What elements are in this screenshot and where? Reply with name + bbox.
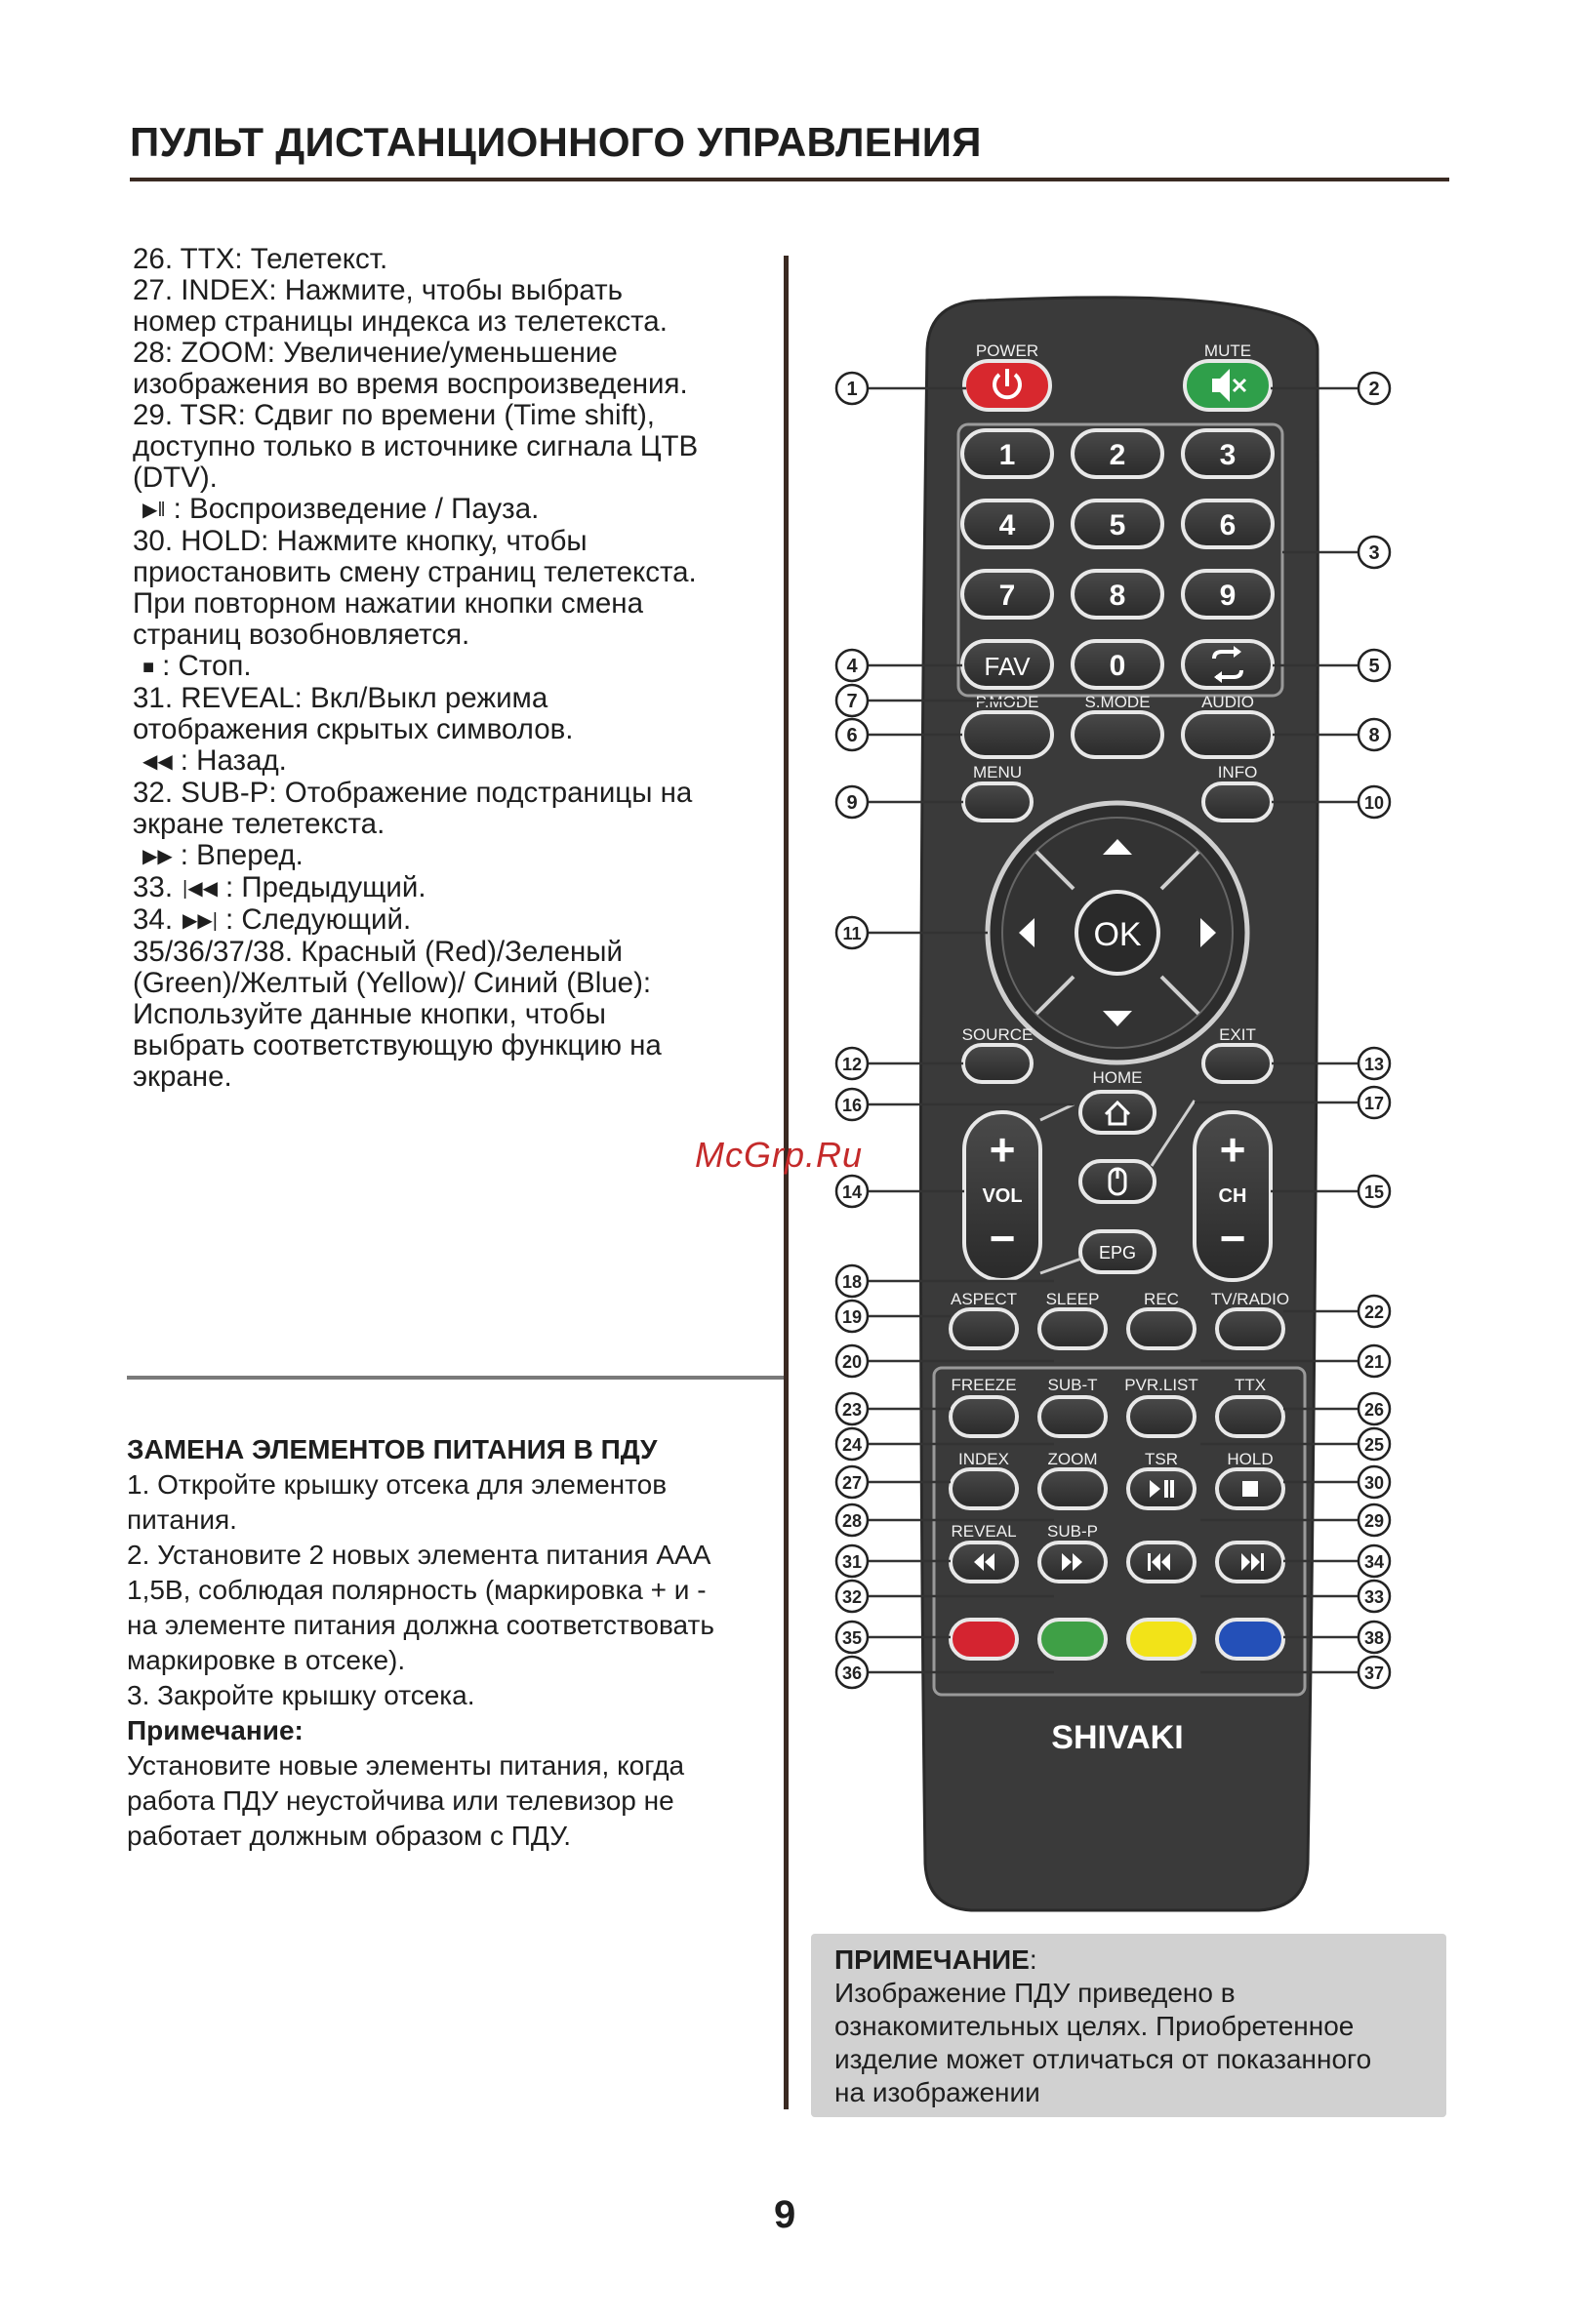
play-pause-icon: ▶‖ (142, 500, 166, 521)
subp-label: SUB-P (1047, 1522, 1098, 1541)
digit-label: 8 (1109, 580, 1126, 612)
callout-number: 30 (1363, 1473, 1385, 1493)
digit-label: 9 (1219, 580, 1237, 612)
desc-line: 35/36/37/38. Красный (Red)/Зеленый (133, 936, 623, 968)
callout-number: 20 (841, 1352, 863, 1372)
tsr-button[interactable] (1128, 1469, 1195, 1508)
callout-number: 17 (1363, 1094, 1385, 1113)
brand-logo: SHIVAKI (1051, 1719, 1184, 1756)
desc-line: 32. SUB-P: Отображение подстраницы на (133, 777, 693, 809)
note-line: изделие может отличаться от показанного (834, 2044, 1372, 2074)
source-label: SOURCE (961, 1025, 1034, 1044)
pmode-label: P.MODE (975, 693, 1039, 711)
skip-previous-icon: |◀◀ (183, 878, 218, 900)
blue-button[interactable] (1217, 1620, 1283, 1659)
ch-down-label: − (1219, 1213, 1246, 1263)
desc-line: 31. REVEAL: Вкл/Выкл режима (133, 682, 548, 714)
callout-number: 1 (846, 379, 858, 400)
fav-label: FAV (984, 652, 1031, 681)
digit-label: 1 (998, 439, 1016, 471)
battery-line: 1,5В, соблюдая полярность (маркировка + и - (127, 1575, 707, 1605)
battery-line: 2. Установите 2 новых элемента питания AAA (127, 1540, 711, 1570)
subt-button[interactable] (1039, 1397, 1106, 1436)
rec-button[interactable] (1128, 1309, 1195, 1348)
yellow-button[interactable] (1128, 1620, 1195, 1659)
battery-line: на элементе питания должна соответствовать (127, 1610, 714, 1640)
zoom-label: ZOOM (1047, 1450, 1098, 1468)
sleep-label: SLEEP (1045, 1290, 1100, 1308)
battery-heading: ЗАМЕНА ЭЛЕМЕНТОВ ПИТАНИЯ В ПДУ (127, 1434, 658, 1464)
battery-line: 1. Откройте крышку отсека для элементов (127, 1469, 668, 1500)
page-title: ПУЛЬТ ДИСТАНЦИОННОГО УПРАВЛЕНИЯ (130, 119, 982, 165)
digit-label: 3 (1219, 439, 1237, 471)
battery-line: маркировке в отсеке). (127, 1645, 406, 1675)
desc-text: : Назад. (180, 744, 287, 777)
tvradio-label: TV/RADIO (1210, 1290, 1290, 1308)
tsr-label: TSR (1145, 1450, 1178, 1468)
ok-label: OK (1093, 916, 1142, 953)
watermark: McGrp.Ru (695, 1135, 864, 1175)
desc-line: номер страницы индекса из телетекста. (133, 305, 668, 338)
desc-line: 26. TTX: Телетекст. (133, 243, 388, 275)
callout-number: 12 (841, 1055, 863, 1074)
callout-number: 13 (1363, 1055, 1385, 1074)
sleep-button[interactable] (1039, 1309, 1106, 1348)
audio-label: AUDIO (1201, 693, 1254, 711)
callout-number: 21 (1363, 1352, 1385, 1372)
note-line: на изображении (834, 2077, 1040, 2107)
skip-next-icon: ▶▶| (183, 910, 218, 932)
desc-text: : Воспроизведение / Пауза. (173, 493, 540, 525)
callout-number: 24 (841, 1435, 863, 1455)
desc-text: 33. (133, 871, 174, 903)
callout-number: 8 (1368, 725, 1380, 746)
battery-note-label: Примечание: (127, 1715, 304, 1745)
source-button[interactable] (963, 1045, 1032, 1082)
fast-forward-icon: ▶▶ (142, 846, 173, 867)
callout-number: 4 (846, 656, 858, 677)
desc-line: отображения скрытых символов. (133, 713, 574, 745)
callout-number: 31 (841, 1552, 863, 1572)
pmode-button[interactable] (962, 712, 1052, 757)
callout-number: 7 (846, 691, 858, 712)
audio-button[interactable] (1183, 712, 1273, 757)
desc-text: 34. (133, 903, 174, 936)
callout-number: 5 (1368, 656, 1380, 677)
epg-label: EPG (1098, 1243, 1137, 1262)
desc-line: Используйте данные кнопки, чтобы (133, 998, 606, 1030)
digit-label: 7 (998, 580, 1016, 612)
vol-down-label: − (989, 1213, 1016, 1263)
green-button[interactable] (1039, 1620, 1106, 1659)
callout-number: 25 (1363, 1435, 1385, 1455)
callout-number: 15 (1363, 1182, 1385, 1202)
callout-number: 22 (1363, 1302, 1385, 1322)
digit-label: 0 (1109, 650, 1126, 682)
desc-text: : Стоп. (162, 650, 252, 682)
vol-label: VOL (982, 1185, 1023, 1207)
vol-up-label: + (989, 1124, 1016, 1175)
callout-number: 2 (1368, 379, 1380, 400)
callout-number: 35 (841, 1628, 863, 1648)
pvrlist-button[interactable] (1128, 1397, 1195, 1436)
digit-label: 5 (1109, 509, 1126, 541)
callout-number: 26 (1363, 1400, 1385, 1420)
smode-label: S.MODE (1084, 693, 1151, 711)
aspect-button[interactable] (951, 1309, 1017, 1348)
info-label: INFO (1217, 763, 1258, 781)
callout-number: 16 (841, 1096, 863, 1115)
callout-number: 9 (846, 792, 858, 814)
desc-line: При повторном нажатии кнопки смена (133, 587, 644, 620)
power-label: POWER (975, 341, 1039, 360)
desc-line: 27. INDEX: Нажмите, чтобы выбрать (133, 274, 624, 306)
callout-number: 18 (841, 1272, 863, 1292)
callout-number: 27 (841, 1473, 863, 1493)
digit-label: 6 (1219, 509, 1237, 541)
rewind-icon: ◀◀ (142, 751, 173, 773)
ttx-label: TTX (1234, 1376, 1267, 1394)
note-heading-colon: : (1029, 1944, 1037, 1975)
callout-number: 32 (841, 1587, 863, 1607)
reveal-label: REVEAL (951, 1522, 1017, 1541)
callout-number: 33 (1363, 1587, 1385, 1607)
note-line: Изображение ПДУ приведено в (834, 1978, 1236, 2008)
index-button[interactable] (951, 1469, 1017, 1508)
callout-number: 38 (1363, 1628, 1385, 1648)
desc-line: (Green)/Желтый (Yellow)/ Синий (Blue): (133, 967, 652, 999)
desc-line: экране. (133, 1061, 232, 1093)
desc-text: : Вперед. (180, 839, 304, 871)
menu-button[interactable] (963, 783, 1032, 821)
desc-line: экране телетекста. (133, 808, 385, 840)
digit-label: 2 (1109, 439, 1126, 471)
ch-label: CH (1218, 1185, 1247, 1207)
smode-button[interactable] (1073, 712, 1162, 757)
note-line: ознакомительных целях. Приобретенное (834, 2011, 1355, 2041)
callout-number: 19 (841, 1307, 863, 1327)
subt-label: SUB-T (1047, 1376, 1098, 1394)
desc-line: страниц возобновляется. (133, 619, 470, 651)
desc-line: 29. TSR: Сдвиг по времени (Time shift), (133, 399, 656, 431)
tvradio-button[interactable] (1217, 1309, 1283, 1348)
page-number: 9 (774, 2193, 796, 2236)
zoom-button[interactable] (1039, 1469, 1106, 1508)
desc-line: выбрать соответствующую функцию на (133, 1029, 662, 1062)
callout-number: 36 (841, 1663, 863, 1683)
desc-line: приостановить смену страниц телетекста. (133, 556, 697, 588)
callout-number: 28 (841, 1511, 863, 1531)
battery-line: питания. (127, 1504, 237, 1535)
hold-label: HOLD (1227, 1450, 1274, 1468)
desc-line: (DTV). (133, 461, 218, 494)
desc-line: доступно только в источнике сигнала ЦТВ (133, 430, 699, 462)
battery-note-line: Установите новые элементы питания, когда (127, 1750, 685, 1781)
desc-line: 30. HOLD: Нажмите кнопку, чтобы (133, 525, 588, 557)
aspect-label: ASPECT (950, 1290, 1018, 1308)
callout-number: 14 (841, 1182, 863, 1202)
battery-note-line: работает должным образом с ПДУ. (127, 1821, 572, 1851)
note-heading-text: ПРИМЕЧАНИЕ (834, 1944, 1030, 1975)
index-label: INDEX (958, 1450, 1009, 1468)
callout-number: 10 (1363, 793, 1385, 813)
mouse-button[interactable] (1080, 1161, 1155, 1202)
red-button[interactable] (951, 1620, 1017, 1659)
pvrlist-label: PVR.LIST (1124, 1376, 1198, 1394)
digit-label: 4 (998, 509, 1016, 541)
stop-icon: ■ (142, 657, 155, 678)
ch-up-label: + (1219, 1124, 1246, 1175)
callout-number: 6 (846, 725, 858, 746)
desc-text: : Предыдущий. (224, 871, 426, 903)
info-button[interactable] (1203, 783, 1272, 821)
freeze-button[interactable] (951, 1397, 1017, 1436)
return-button[interactable] (1183, 641, 1273, 688)
desc-line: 28: ZOOM: Увеличение/уменьшение (133, 337, 618, 369)
home-label: HOME (1092, 1068, 1143, 1087)
mute-label: MUTE (1203, 341, 1252, 360)
exit-label: EXIT (1219, 1025, 1256, 1044)
callout-number: 37 (1363, 1663, 1385, 1683)
desc-line: изображения во время воспроизведения. (133, 368, 688, 400)
callout-number: 3 (1368, 542, 1380, 564)
home-button[interactable] (1080, 1092, 1155, 1133)
desc-text: : Следующий. (224, 903, 412, 936)
freeze-label: FREEZE (951, 1376, 1017, 1394)
menu-label: MENU (972, 763, 1023, 781)
stop-icon (1242, 1481, 1258, 1497)
battery-line: 3. Закройте крышку отсека. (127, 1680, 475, 1710)
rec-label: REC (1144, 1290, 1179, 1308)
battery-note-line: работа ПДУ неустойчива или телевизор не (127, 1785, 674, 1816)
callout-number: 34 (1363, 1552, 1385, 1572)
ttx-button[interactable] (1217, 1397, 1283, 1436)
exit-button[interactable] (1203, 1045, 1272, 1082)
callout-number: 23 (841, 1400, 863, 1420)
callout-number: 29 (1363, 1511, 1385, 1531)
callout-number: 11 (842, 924, 862, 943)
